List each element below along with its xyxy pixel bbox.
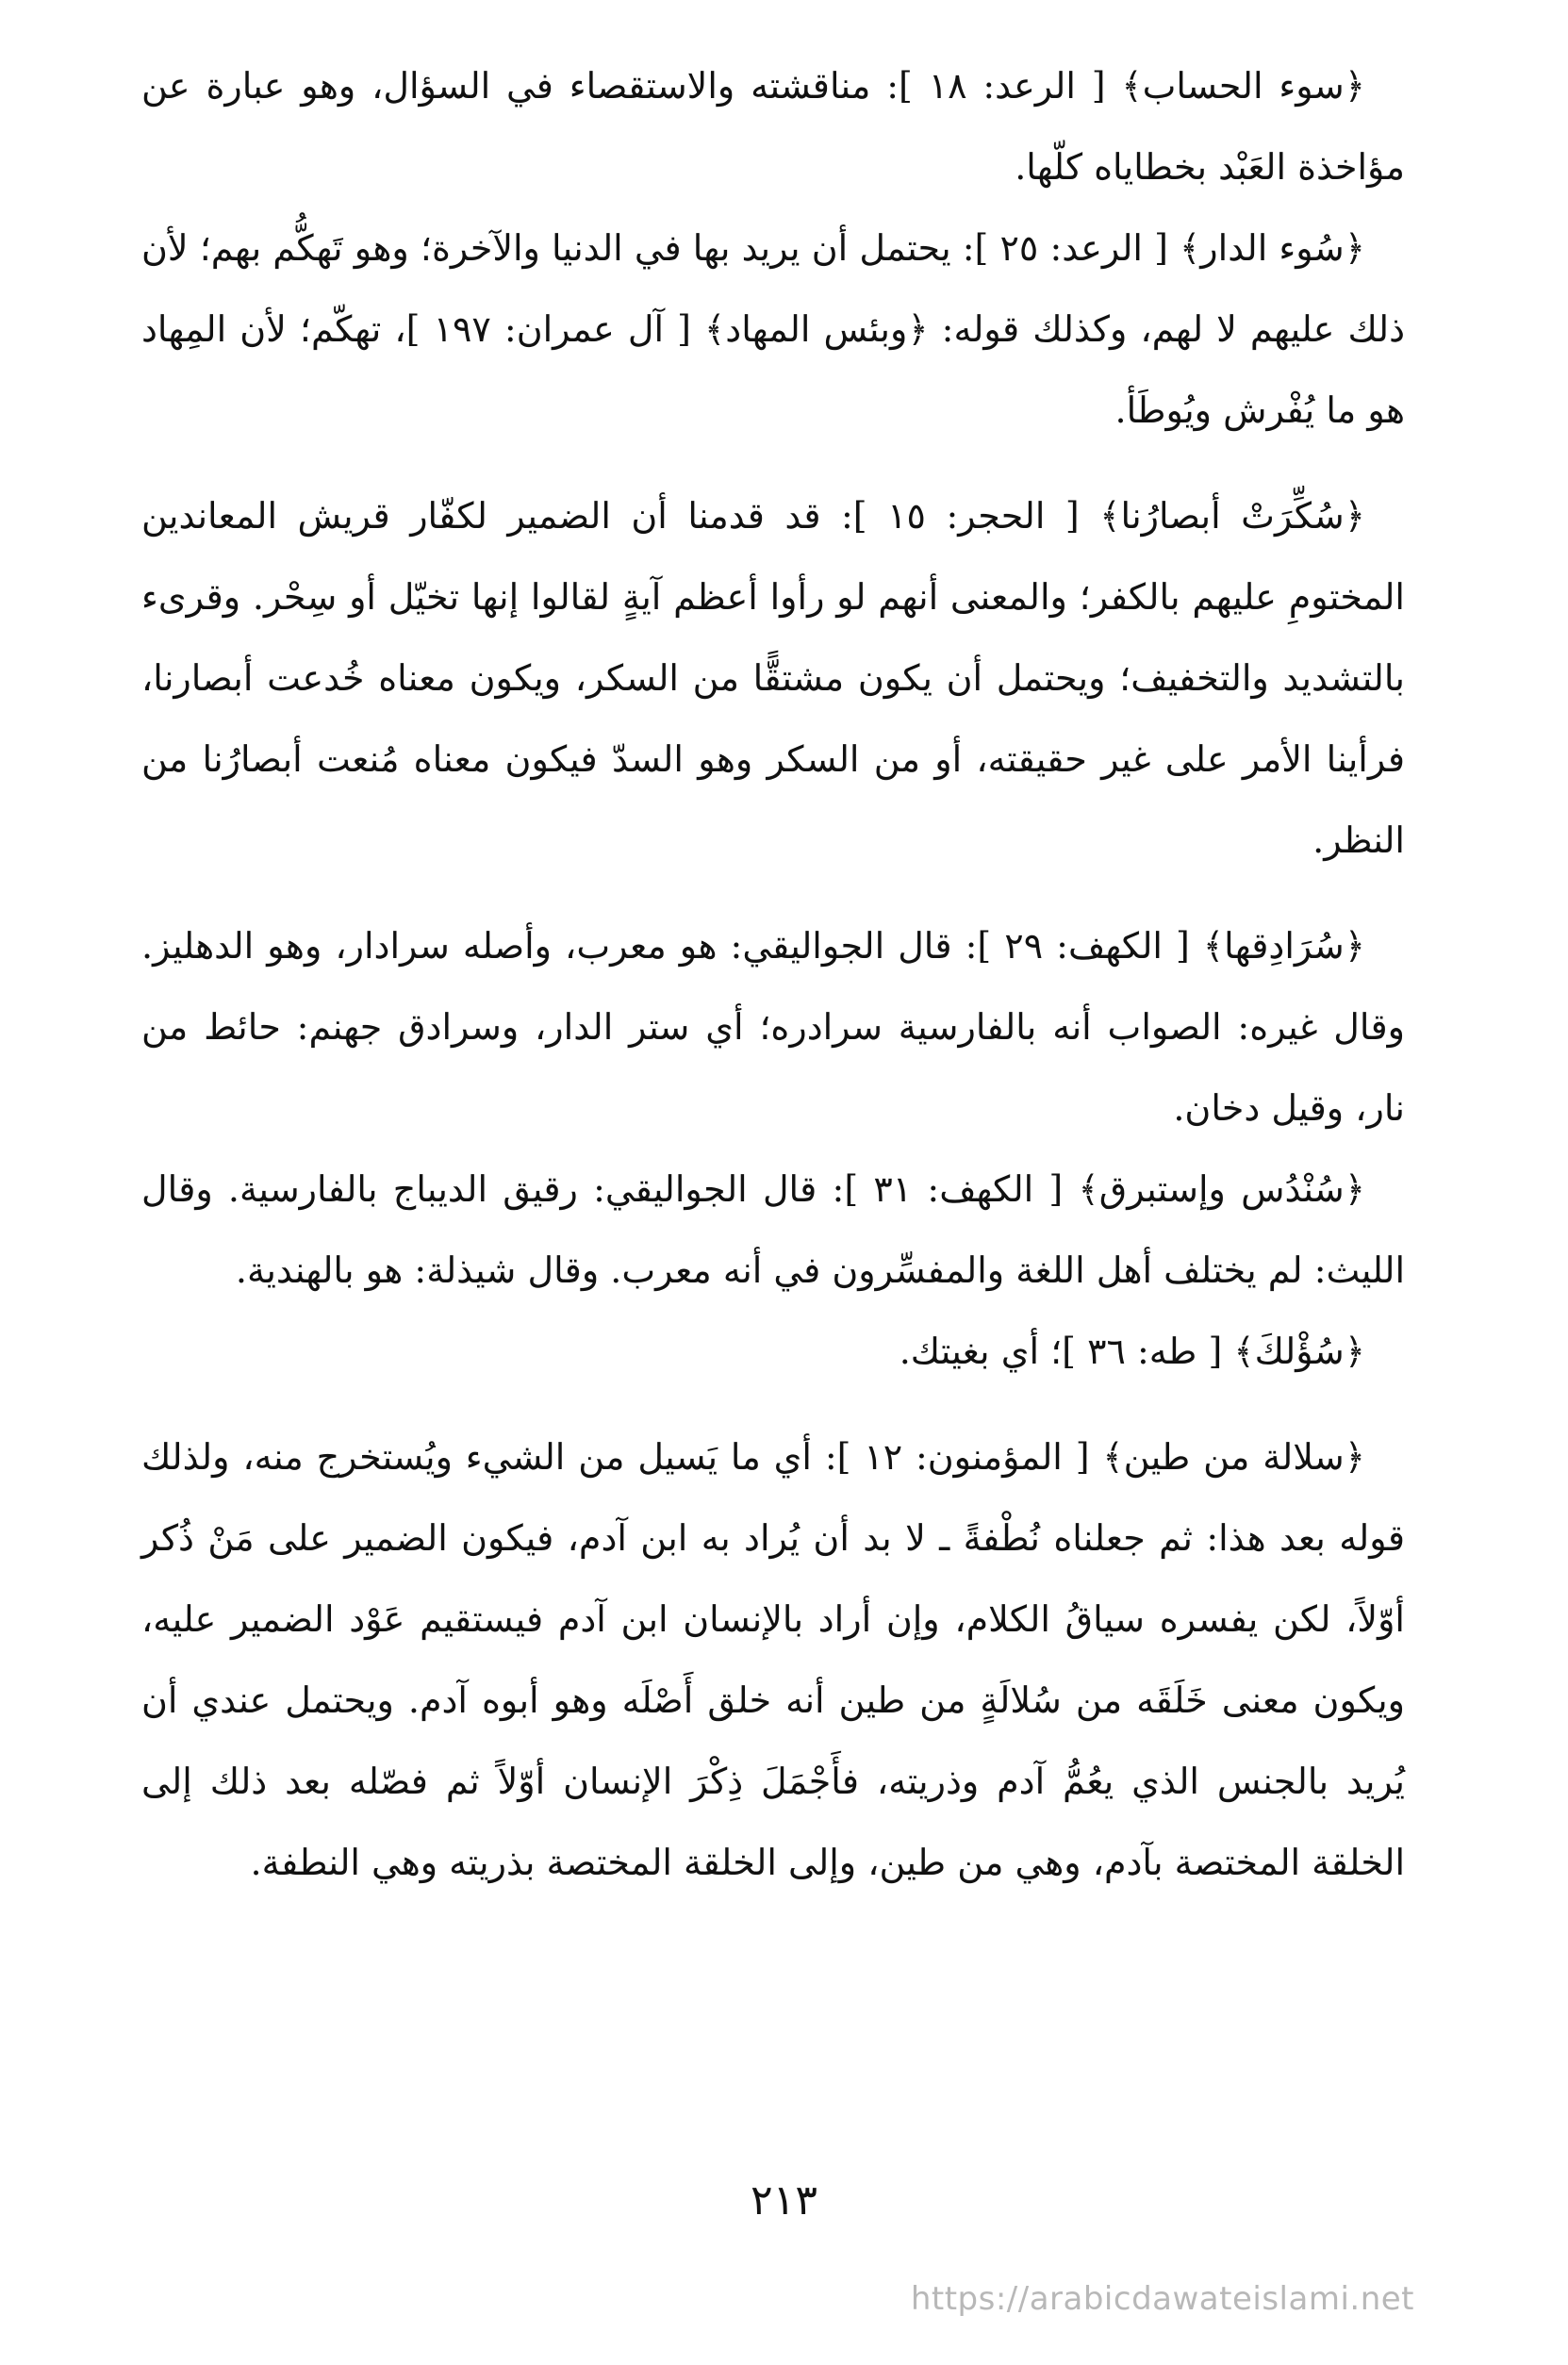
entry-text: ﴿سوء الحساب﴾ [ الرعد: ١٨ ]: مناقشته والاستقصاء في السؤال، وهو عبارة عن مؤاخذة العَبْد بخطاياه كلّها. — [141, 65, 1405, 188]
entry-text: ﴿سُنْدُس وإستبرق﴾ [ الكهف: ٣١ ]: قال الجواليقي: رقيق الديباج بالفارسية. وقال الليث: لم يختلف أهل اللغة والمفسِّرون في أنه معرب. وقال شيذلة: هو بالهندية. — [141, 1168, 1405, 1291]
entry-text: ﴿سلالة من طين﴾ [ المؤمنون: ١٢ ]: أي ما يَسيل من الشيء ويُستخرج منه، ولذلك قوله بعد هذا: ثم جعلناه نُطْفةً ـ لا بد أن يُراد به ابن آدم، فيكون الضمير على مَنْ ذُكر أوّلاً، لكن يفسره سياقُ الكلام، وإن أراد بالإنسان ابن آدم فيستقيم عَوْد الضمير عليه، ويكون معنى خَلَقَه من سُلالَةٍ من طين أنه خلق أَصْلَه وهو أبوه آدم. ويحتمل عندي أن يُريد بالجنس الذي يعُمُّ آدم وذريته، فأَجْمَلَ ذِكْرَ الإنسان أوّلاً ثم فصّله بعد ذلك إلى الخلقة المختصة بآدم، وهي من طين، وإلى الخلقة المختصة بذريته وهي النطفة. — [141, 1436, 1405, 1883]
entry-text: ﴿سُرَادِقها﴾ [ الكهف: ٢٩ ]: قال الجواليقي: هو معرب، وأصله سرادار، وهو الدهليز. وقال غيره: الصواب أنه بالفارسية سرادره؛ أي ستر الدار، وسرادق جهنم: حائط من نار، وقيل دخان. — [141, 925, 1405, 1129]
entry-suradiquha — [141, 905, 1405, 1149]
paragraph-gap — [141, 881, 1405, 905]
entry-su-al-dar — [141, 207, 1405, 451]
paragraph-gap — [141, 451, 1405, 475]
page-number: ٢١٣ — [751, 2176, 817, 2224]
entry-text: ﴿سُكِّرَتْ أبصارُنا﴾ [ الحجر: ١٥ ]: قد قدمنا أن الضمير لكفّار قريش المعاندين المختومِ عليهم بالكفر؛ والمعنى أنهم لو رأوا أعظم آيةٍ لقالوا إنها تخيّل أو سِحْر. وقرىء بالتشديد والتخفيف؛ ويحتمل أن يكون مشتقًّا من السكر، ويكون معناه خُدعت أبصارنا، فرأينا الأمر على غير حقيقته، أو من السكر وهو السدّ فيكون معناه مُنعت أبصارُنا من النظر. — [141, 495, 1405, 861]
entry-sulak — [141, 1311, 1405, 1392]
entry-su-al-hisab — [141, 45, 1405, 207]
page-body — [141, 45, 1405, 2290]
entry-text: ﴿سُوء الدار﴾ [ الرعد: ٢٥ ]: يحتمل أن يريد بها في الدنيا والآخرة؛ وهو تَهكُّم بهم؛ لأن ذلك عليهم لا لهم، وكذلك قوله: ﴿وبئس المهاد﴾ [ آل عمران: ١٩٧ ]، تهكّم؛ لأن المِهاد هو ما يُفْرش ويُوطَأ. — [141, 227, 1405, 431]
entry-sukkirat — [141, 475, 1405, 881]
watermark: https://arabicdawateislami.net — [910, 2280, 1414, 2318]
entry-text: ﴿سُؤْلكَ﴾ [ طه: ٣٦ ]؛ أي بغيتك. — [899, 1331, 1365, 1372]
entry-sundus — [141, 1149, 1405, 1311]
paragraph-gap — [141, 1392, 1405, 1416]
entry-sulala — [141, 1416, 1405, 1903]
